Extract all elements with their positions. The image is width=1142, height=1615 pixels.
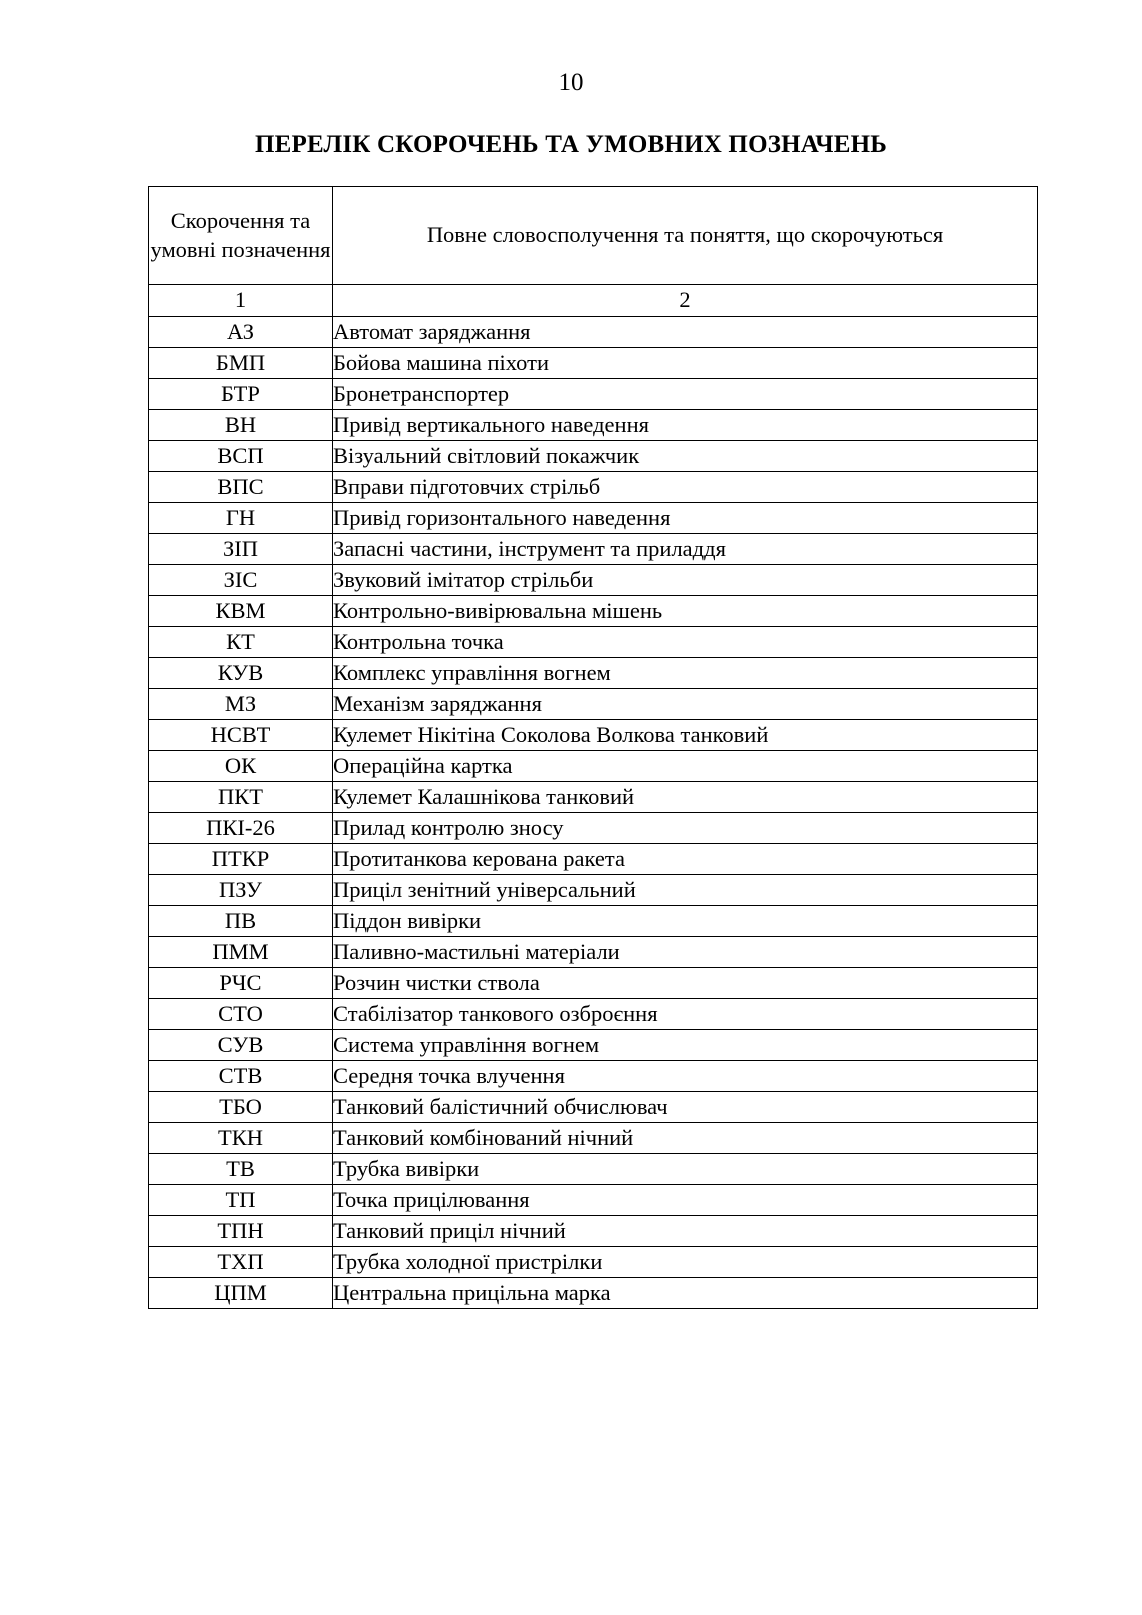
table-row	[149, 627, 1038, 658]
table-row	[149, 1123, 1038, 1154]
table-row	[149, 1185, 1038, 1216]
table-row	[149, 999, 1038, 1030]
table-row	[149, 720, 1038, 751]
cell-abbreviation: ТКН	[149, 1123, 333, 1154]
cell-abbreviation: ЦПМ	[149, 1278, 333, 1309]
column-header-full-form: Повне словосполучення та поняття, що скорочуються	[333, 187, 1038, 285]
table-row	[149, 503, 1038, 534]
cell-abbreviation: ТП	[149, 1185, 333, 1216]
cell-abbreviation: СУВ	[149, 1030, 333, 1061]
table-row	[149, 844, 1038, 875]
table-row	[149, 565, 1038, 596]
table-row	[149, 441, 1038, 472]
cell-full-form: Кулемет Нікітіна Соколова Волкова танковий	[333, 720, 1038, 751]
cell-full-form: Запасні частини, інструмент та приладдя	[333, 534, 1038, 565]
table-body	[149, 317, 1038, 1309]
cell-full-form: Центральна прицільна марка	[333, 1278, 1038, 1309]
cell-full-form: Система управління вогнем	[333, 1030, 1038, 1061]
page-number: 10	[558, 69, 584, 96]
cell-abbreviation: КУВ	[149, 658, 333, 689]
cell-abbreviation: ТПН	[149, 1216, 333, 1247]
table-row	[149, 1154, 1038, 1185]
table-row	[149, 1216, 1038, 1247]
cell-abbreviation: ЗІП	[149, 534, 333, 565]
table-row	[149, 348, 1038, 379]
cell-full-form: Вправи підготовчих стрільб	[333, 472, 1038, 503]
cell-abbreviation: ВПС	[149, 472, 333, 503]
table-row	[149, 1278, 1038, 1309]
table-row	[149, 317, 1038, 348]
table-row	[149, 751, 1038, 782]
column-number-row	[149, 285, 1038, 317]
cell-full-form: Контрольна точка	[333, 627, 1038, 658]
table-header-row	[149, 187, 1038, 285]
cell-full-form: Контрольно-вивірювальна мішень	[333, 596, 1038, 627]
cell-full-form: Стабілізатор танкового озброєння	[333, 999, 1038, 1030]
table-row	[149, 689, 1038, 720]
cell-full-form: Прилад контролю зносу	[333, 813, 1038, 844]
cell-full-form: Операційна картка	[333, 751, 1038, 782]
table-row	[149, 1030, 1038, 1061]
table-row	[149, 937, 1038, 968]
cell-abbreviation: ПЗУ	[149, 875, 333, 906]
table-row	[149, 1092, 1038, 1123]
cell-full-form: Танковий балістичний обчислювач	[333, 1092, 1038, 1123]
cell-abbreviation: ВСП	[149, 441, 333, 472]
cell-full-form: Бронетранспортер	[333, 379, 1038, 410]
cell-abbreviation: ГН	[149, 503, 333, 534]
cell-abbreviation: ПВ	[149, 906, 333, 937]
cell-full-form: Піддон вивірки	[333, 906, 1038, 937]
abbreviations-table	[148, 186, 1038, 1309]
table-row	[149, 658, 1038, 689]
table-row	[149, 782, 1038, 813]
cell-abbreviation: КВМ	[149, 596, 333, 627]
table-row	[149, 534, 1038, 565]
page-title: ПЕРЕЛІК СКОРОЧЕНЬ ТА УМОВНИХ ПОЗНАЧЕНЬ	[254, 131, 888, 158]
cell-full-form: Паливно-мастильні матеріали	[333, 937, 1038, 968]
cell-abbreviation: ВН	[149, 410, 333, 441]
cell-full-form: Кулемет Калашнікова танковий	[333, 782, 1038, 813]
cell-full-form: Механізм заряджання	[333, 689, 1038, 720]
cell-full-form: Комплекс управління вогнем	[333, 658, 1038, 689]
cell-abbreviation: ПТКР	[149, 844, 333, 875]
cell-abbreviation: ТБО	[149, 1092, 333, 1123]
cell-abbreviation: ПММ	[149, 937, 333, 968]
cell-abbreviation: СТВ	[149, 1061, 333, 1092]
cell-abbreviation: РЧС	[149, 968, 333, 999]
cell-abbreviation: ЗІС	[149, 565, 333, 596]
table-row	[149, 1247, 1038, 1278]
cell-full-form: Звуковий імітатор стрільби	[333, 565, 1038, 596]
table-row	[149, 968, 1038, 999]
table-row	[149, 596, 1038, 627]
cell-full-form: Середня точка влучення	[333, 1061, 1038, 1092]
cell-abbreviation: СТО	[149, 999, 333, 1030]
cell-abbreviation: ПКТ	[149, 782, 333, 813]
cell-full-form: Розчин чистки ствола	[333, 968, 1038, 999]
table-row	[149, 875, 1038, 906]
cell-abbreviation: ТХП	[149, 1247, 333, 1278]
cell-full-form: Візуальний світловий покажчик	[333, 441, 1038, 472]
column-header-abbreviation: Скорочення та умовні позначення	[149, 187, 333, 285]
cell-full-form: Автомат заряджання	[333, 317, 1038, 348]
cell-full-form: Танковий комбінований нічний	[333, 1123, 1038, 1154]
cell-full-form: Точка прицілювання	[333, 1185, 1038, 1216]
cell-abbreviation: АЗ	[149, 317, 333, 348]
cell-abbreviation: МЗ	[149, 689, 333, 720]
cell-full-form: Привід горизонтального наведення	[333, 503, 1038, 534]
table-row	[149, 1061, 1038, 1092]
cell-abbreviation: БМП	[149, 348, 333, 379]
cell-abbreviation: ТВ	[149, 1154, 333, 1185]
cell-abbreviation: КТ	[149, 627, 333, 658]
cell-full-form: Бойова машина піхоти	[333, 348, 1038, 379]
table-row	[149, 410, 1038, 441]
table-row	[149, 379, 1038, 410]
cell-abbreviation: НСВТ	[149, 720, 333, 751]
cell-full-form: Приціл зенітний універсальний	[333, 875, 1038, 906]
column-number-full-form: 2	[333, 285, 1038, 317]
cell-full-form: Привід вертикального наведення	[333, 410, 1038, 441]
cell-full-form: Танковий приціл нічний	[333, 1216, 1038, 1247]
cell-abbreviation: ПКІ-26	[149, 813, 333, 844]
column-number-abbreviation: 1	[149, 285, 333, 317]
table-header	[149, 187, 1038, 317]
cell-abbreviation: БТР	[149, 379, 333, 410]
cell-abbreviation: ОК	[149, 751, 333, 782]
cell-full-form: Трубка вивірки	[333, 1154, 1038, 1185]
table-row	[149, 472, 1038, 503]
table-row	[149, 813, 1038, 844]
table-row	[149, 906, 1038, 937]
cell-full-form: Трубка холодної пристрілки	[333, 1247, 1038, 1278]
cell-full-form: Протитанкова керована ракета	[333, 844, 1038, 875]
